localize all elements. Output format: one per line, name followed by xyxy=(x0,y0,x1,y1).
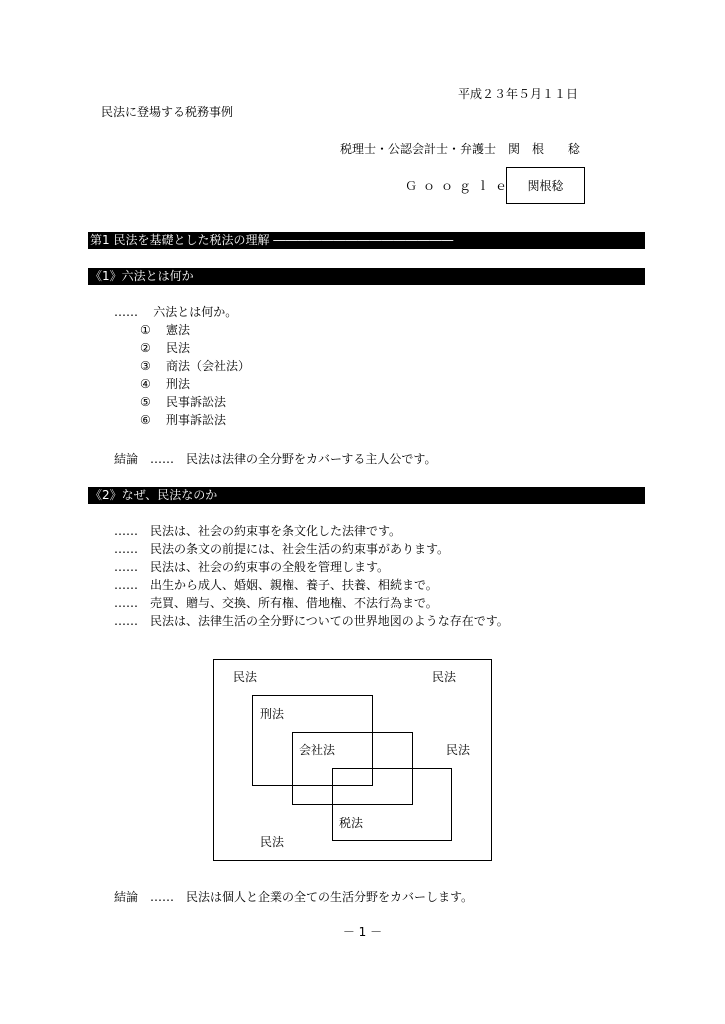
section1-heading: 第1 民法を基礎とした税法の理解 ――――――――――――――― xyxy=(88,232,645,249)
diagram-label-keiho: 刑法 xyxy=(260,707,285,721)
list-number: ① xyxy=(140,323,151,337)
list-item xyxy=(140,321,250,339)
list-item xyxy=(140,339,250,357)
list-text: 民法 xyxy=(166,341,191,355)
list-text: 刑事訴訟法 xyxy=(166,413,227,427)
page-number: － 1 － xyxy=(342,925,383,939)
subsection1-conclusion: 結論 …… 民法は法律の全分野をカバーする主人公です。 xyxy=(114,452,437,466)
roppo-list xyxy=(140,321,250,429)
list-item: …… 民法は、社会の約束事を条文化した法律です。 xyxy=(114,524,402,538)
subsection1-intro: …… 六法とは何か。 xyxy=(114,305,238,319)
search-term: 関根稔 xyxy=(527,179,564,193)
list-item: …… 民法は、法律生活の全分野についての世界地図のような存在です。 xyxy=(114,614,509,628)
diagram-label-minpo-bottom-left: 民法 xyxy=(260,835,285,849)
list-text: 商法（会社法） xyxy=(166,359,251,373)
list-item: …… 民法の条文の前提には、社会生活の約束事があります。 xyxy=(114,542,450,556)
diagram-label-minpo-top-right: 民法 xyxy=(432,670,457,684)
document-title: 民法に登場する税務事例 xyxy=(101,105,234,119)
search-term-box xyxy=(506,167,585,204)
diagram-label-minpo-right: 民法 xyxy=(446,743,471,757)
list-item xyxy=(140,375,250,393)
subsection2-lines xyxy=(114,522,509,630)
list-item: …… 出生から成人、婚姻、親権、養子、扶養、相続まで。 xyxy=(114,578,438,592)
list-number: ④ xyxy=(140,377,151,391)
subsection1-heading: 《1》六法とは何か xyxy=(88,268,645,285)
author-line: 税理士・公認会計士・弁護士 関 根 稔 xyxy=(340,142,581,156)
list-text: 憲法 xyxy=(166,323,191,337)
list-number: ② xyxy=(140,341,151,355)
list-item xyxy=(140,357,250,375)
document-date: 平成２３年５月１１日 xyxy=(458,87,579,101)
list-text: 民事訴訟法 xyxy=(166,395,227,409)
subsection2-conclusion: 結論 …… 民法は個人と企業の全ての生活分野をカバーします。 xyxy=(114,890,474,904)
list-item: …… 民法は、社会の約束事の全般を管理します。 xyxy=(114,560,390,574)
list-text: 刑法 xyxy=(166,377,191,391)
list-item xyxy=(140,393,250,411)
list-item xyxy=(140,411,250,429)
list-number: ③ xyxy=(140,359,151,373)
search-engine-label: Ｇｏｏｇｌｅ xyxy=(405,179,514,193)
list-number: ⑤ xyxy=(140,395,151,409)
list-item: …… 売買、贈与、交換、所有権、借地権、不法行為まで。 xyxy=(114,596,438,610)
subsection2-heading: 《2》なぜ、民法なのか xyxy=(88,487,645,504)
diagram-label-minpo-top-left: 民法 xyxy=(233,670,258,684)
diagram-label-zeiho: 税法 xyxy=(339,816,364,830)
diagram-label-kaisha: 会社法 xyxy=(299,743,336,757)
list-number: ⑥ xyxy=(140,413,151,427)
